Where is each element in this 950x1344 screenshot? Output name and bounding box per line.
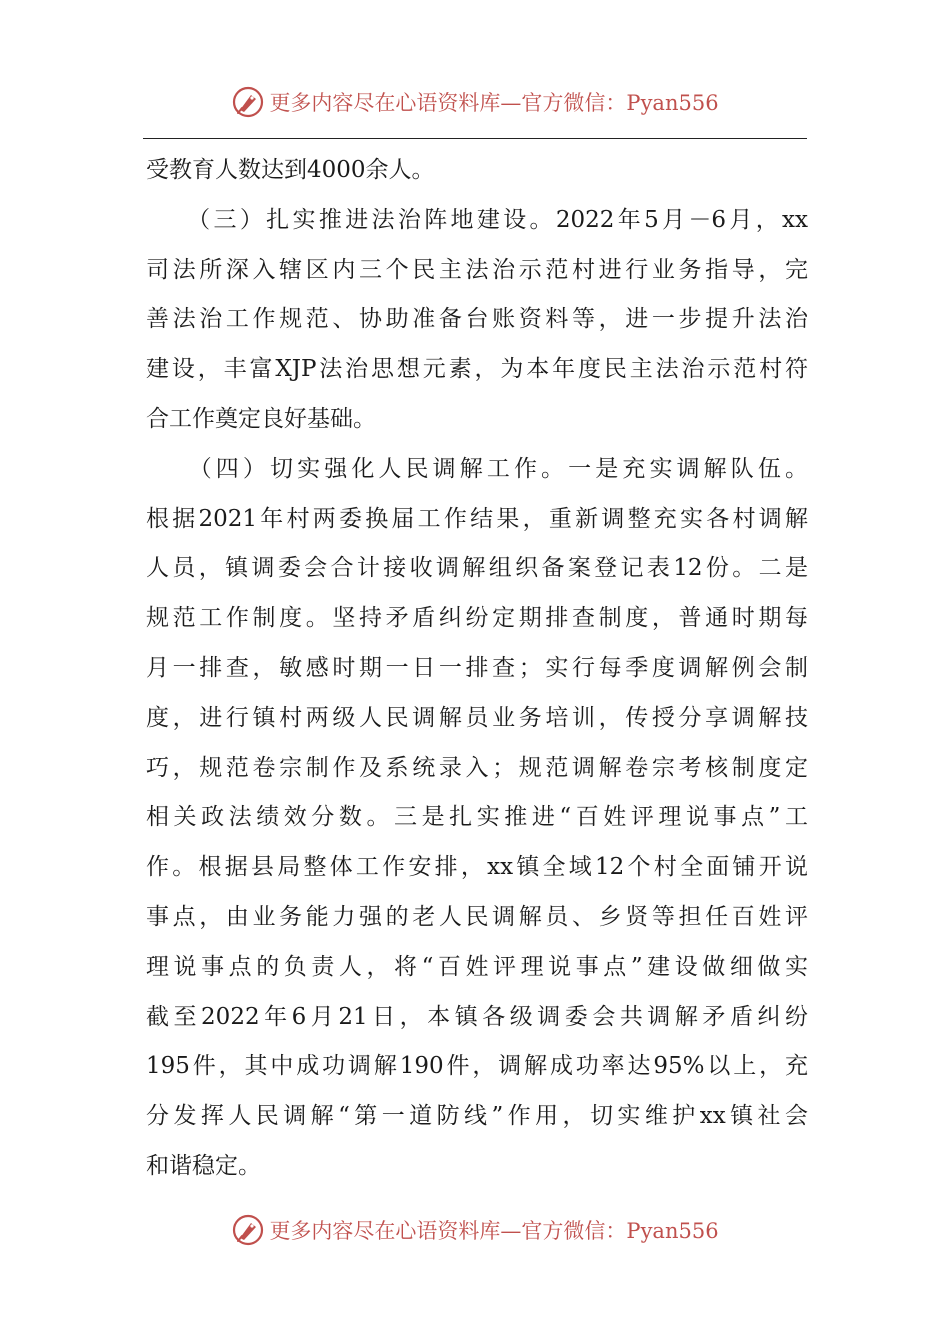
body-line: 相关政法绩效分数。三是扎实推进“百姓评理说事点”工 [146, 804, 808, 831]
pen-nib-circle-icon [231, 85, 265, 119]
body-line: 人员，镇调委会合计接收调解组织备案登记表12份。二是 [146, 555, 808, 582]
body-line: 事点，由业务能力强的老人民调解员、乡贤等担任百姓评 [146, 903, 808, 930]
header-banner [0, 80, 950, 124]
body-line: 月一排查，敏感时期一日一排查；实行每季度调解例会制 [146, 654, 808, 681]
body-line: （三）扎实推进法治阵地建设。2022年5月－6月，xx [146, 206, 808, 233]
header-banner-text: 更多内容尽在心语资料库—官方微信：Pyan556 [269, 91, 719, 115]
body-line: 受教育人数达到4000余人。 [146, 157, 435, 183]
footer-banner [0, 1208, 950, 1252]
footer-banner-text: 更多内容尽在心语资料库—官方微信：Pyan556 [269, 1219, 719, 1243]
body-line: 根据2021年村两委换届工作结果，重新调整充实各村调解 [146, 505, 808, 532]
body-line: 截至2022年6月21日，本镇各级调委会共调解矛盾纠纷 [146, 1003, 808, 1030]
body-line: 分发挥人民调解“第一道防线”作用，切实维护xx镇社会 [146, 1103, 808, 1130]
body-line: 规范工作制度。坚持矛盾纠纷定期排查制度，普通时期每 [146, 605, 808, 632]
header-divider [143, 138, 807, 139]
pen-nib-circle-icon [231, 1213, 265, 1247]
body-line: 善法治工作规范、协助准备台账资料等，进一步提升法治 [146, 306, 808, 333]
body-line: 合工作奠定良好基础。 [146, 405, 376, 432]
body-line: 建设，丰富XJP法治思想元素，为本年度民主法治示范村符 [146, 356, 808, 383]
body-line: 度，进行镇村两级人民调解员业务培训，传授分享调解技 [146, 704, 808, 731]
body-line: 195件，其中成功调解190件，调解成功率达95%以上，充 [146, 1053, 808, 1080]
body-line: 作。根据县局整体工作安排，xx镇全域12个村全面铺开说 [146, 854, 808, 881]
body-line: 司法所深入辖区内三个民主法治示范村进行业务指导，完 [146, 256, 808, 283]
document-body [146, 146, 808, 1192]
body-line: 理说事点的负责人，将“百姓评理说事点”建设做细做实 [146, 953, 808, 980]
body-line: 和谐稳定。 [146, 1152, 261, 1179]
body-line: （四）切实强化人民调解工作。一是充实调解队伍。 [146, 455, 808, 482]
body-line: 巧，规范卷宗制作及系统录入；规范调解卷宗考核制度定 [146, 754, 808, 781]
